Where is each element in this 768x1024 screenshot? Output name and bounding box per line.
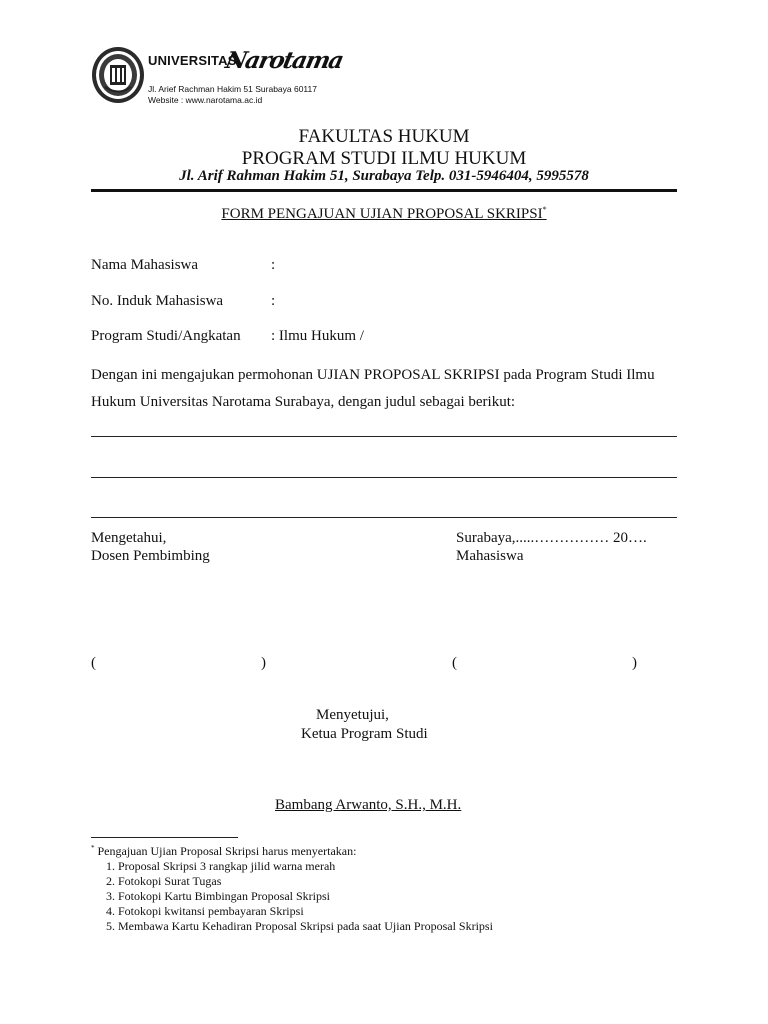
program-heading: PROGRAM STUDI ILMU HUKUM: [241, 148, 527, 169]
field-value-student-id[interactable]: :: [271, 293, 276, 309]
footnote-mark: *: [91, 844, 95, 852]
approver-name: Bambang Arwanto, S.H., M.H.: [275, 797, 462, 813]
place-date-line: Surabaya,.....…………… 20….: [456, 530, 647, 546]
field-label-student-id: No. Induk Mahasiswa: [91, 293, 224, 309]
header-divider: [91, 189, 677, 192]
supervisor-acknowledge: Mengetahui,: [91, 530, 167, 546]
student-signature-block: [456, 529, 647, 565]
footnote: [91, 841, 493, 934]
list-item: 5. Membawa Kartu Kehadiran Proposal Skripsi pada saat Ujian Proposal Skripsi: [118, 919, 493, 934]
field-value-name[interactable]: :: [271, 257, 276, 273]
field-value-program-year[interactable]: : Ilmu Hukum /: [271, 328, 364, 344]
supervisor-signature-block: [91, 529, 210, 565]
form-title: [0, 205, 768, 223]
university-name-logotype: Narotama: [223, 47, 346, 74]
supervisor-role: Dosen Pembimbing: [91, 548, 210, 564]
faculty-heading: FAKULTAS HUKUM: [298, 126, 470, 147]
approver-role: Ketua Program Studi: [301, 726, 428, 742]
faculty-address: Jl. Arif Rahman Hakim 51, Surabaya Telp. 031-5946404, 5995578: [179, 168, 589, 184]
request-paragraph-line1: Dengan ini mengajukan permohonan UJIAN PROPOSAL SKRIPSI pada Program Studi Ilmu: [91, 367, 655, 383]
thesis-title-line-1[interactable]: [91, 436, 677, 437]
university-word: UNIVERSITAS: [148, 53, 237, 68]
request-paragraph-line2: Hukum Universitas Narotama Surabaya, dengan judul sebagai berikut:: [91, 394, 516, 410]
form-title-text: FORM PENGAJUAN UJIAN PROPOSAL SKRIPSI: [221, 206, 543, 222]
list-item: 3. Fotokopi Kartu Bimbingan Proposal Skripsi: [118, 889, 493, 904]
student-role: Mahasiswa: [456, 548, 524, 564]
student-paren-close: ): [632, 655, 637, 671]
thesis-title-line-2[interactable]: [91, 477, 677, 478]
letterhead-address: [148, 84, 317, 106]
letterhead-website-line: Website : www.narotama.ac.id: [148, 95, 263, 105]
approval-label: Menyetujui,: [316, 707, 389, 723]
university-seal-logo: [91, 46, 145, 104]
requirements-list: [91, 859, 493, 934]
student-paren-open: (: [452, 655, 457, 671]
list-item: 2. Fotokopi Surat Tugas: [118, 874, 493, 889]
field-label-program-year: Program Studi/Angkatan: [91, 328, 241, 344]
request-paragraph: [91, 362, 677, 416]
list-item: 4. Fotokopi kwitansi pembayaran Skripsi: [118, 904, 493, 919]
letterhead-address-line: Jl. Arief Rachman Hakim 51 Surabaya 60117: [148, 84, 317, 94]
footnote-intro: Pengajuan Ujian Proposal Skripsi harus menyertakan:: [97, 844, 357, 858]
footnote-divider: [91, 837, 238, 838]
footnote-intro-line: [91, 841, 493, 859]
list-item: 1. Proposal Skripsi 3 rangkap jilid warna merah: [118, 859, 493, 874]
field-label-name: Nama Mahasiswa: [91, 257, 199, 273]
supervisor-paren-close: ): [261, 655, 266, 671]
form-title-footnote-mark: *: [542, 205, 547, 214]
supervisor-paren-open: (: [91, 655, 96, 671]
thesis-title-line-3[interactable]: [91, 517, 677, 518]
